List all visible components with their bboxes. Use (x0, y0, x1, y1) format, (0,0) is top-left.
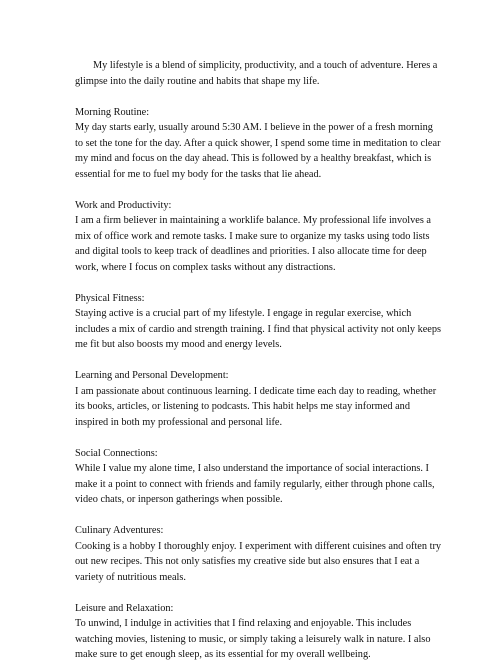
section-heading: Physical Fitness: (75, 292, 145, 304)
section-physical-fitness (75, 291, 442, 353)
section-body: I am a firm believer in maintaining a worklife balance. My professional life involves a mix of office work and remote tasks. I make sure to organize my tasks using todo lists and digital tools to keep track of deadlines and priorities. I also allocate time for deep work, where I focus on complex tasks without any distractions. (75, 215, 431, 273)
section-work-productivity (75, 198, 442, 276)
section-body: Cooking is a hobby I thoroughly enjoy. I experiment with different cuisines and often try out new recipes. This not only satisfies my creative side but also ensures that I eat a variety of nutritious meals. (75, 540, 442, 583)
section-morning-routine (75, 105, 442, 183)
section-leisure-relaxation (75, 601, 442, 663)
intro-paragraph: My lifestyle is a blend of simplicity, productivity, and a touch of adventure. Heres a glimpse into the daily routine and habits that shape my life. (75, 60, 438, 87)
section-body: I am passionate about continuous learning. I dedicate time each day to reading, whether its books, articles, or listening to podcasts. This habit helps me stay informed and inspired in both my professional and personal life. (75, 385, 437, 428)
section-body: My day starts early, usually around 5:30 AM. I believe in the power of a fresh morning to set the tone for the day. After a quick shower, I spend some time in meditation to clear my mind and focus on the day ahead. This is followed by a healthy breakfast, which is essential for me to fuel my body for the tasks that lie ahead. (75, 122, 441, 180)
section-heading: Leisure and Relaxation: (75, 602, 174, 614)
section-body: To unwind, I indulge in activities that I find relaxing and enjoyable. This includes watching movies, listening to music, or simply taking a leisurely walk in nature. I also make sure to get enough sleep, as its essential for my overall wellbeing. (75, 618, 431, 660)
section-heading: Morning Routine: (75, 106, 150, 118)
section-heading: Social Connections: (75, 447, 158, 459)
section-body: Staying active is a crucial part of my lifestyle. I engage in regular exercise, which includes a mix of cardio and strength training. I find that physical activity not only keeps me fit but also boosts my mood and energy levels. (75, 308, 442, 350)
section-body: While I value my alone time, I also understand the importance of social interactions. I make it a point to connect with friends and family regularly, either through phone calls, video chats, or inperson gatherings when possible. (75, 463, 435, 505)
section-heading: Learning and Personal Development: (75, 370, 229, 381)
section-heading: Work and Productivity: (75, 199, 172, 211)
section-heading: Culinary Adventures: (75, 525, 164, 536)
section-culinary-adventures (75, 523, 442, 585)
section-social-connections (75, 446, 442, 508)
section-learning-development (75, 368, 442, 430)
